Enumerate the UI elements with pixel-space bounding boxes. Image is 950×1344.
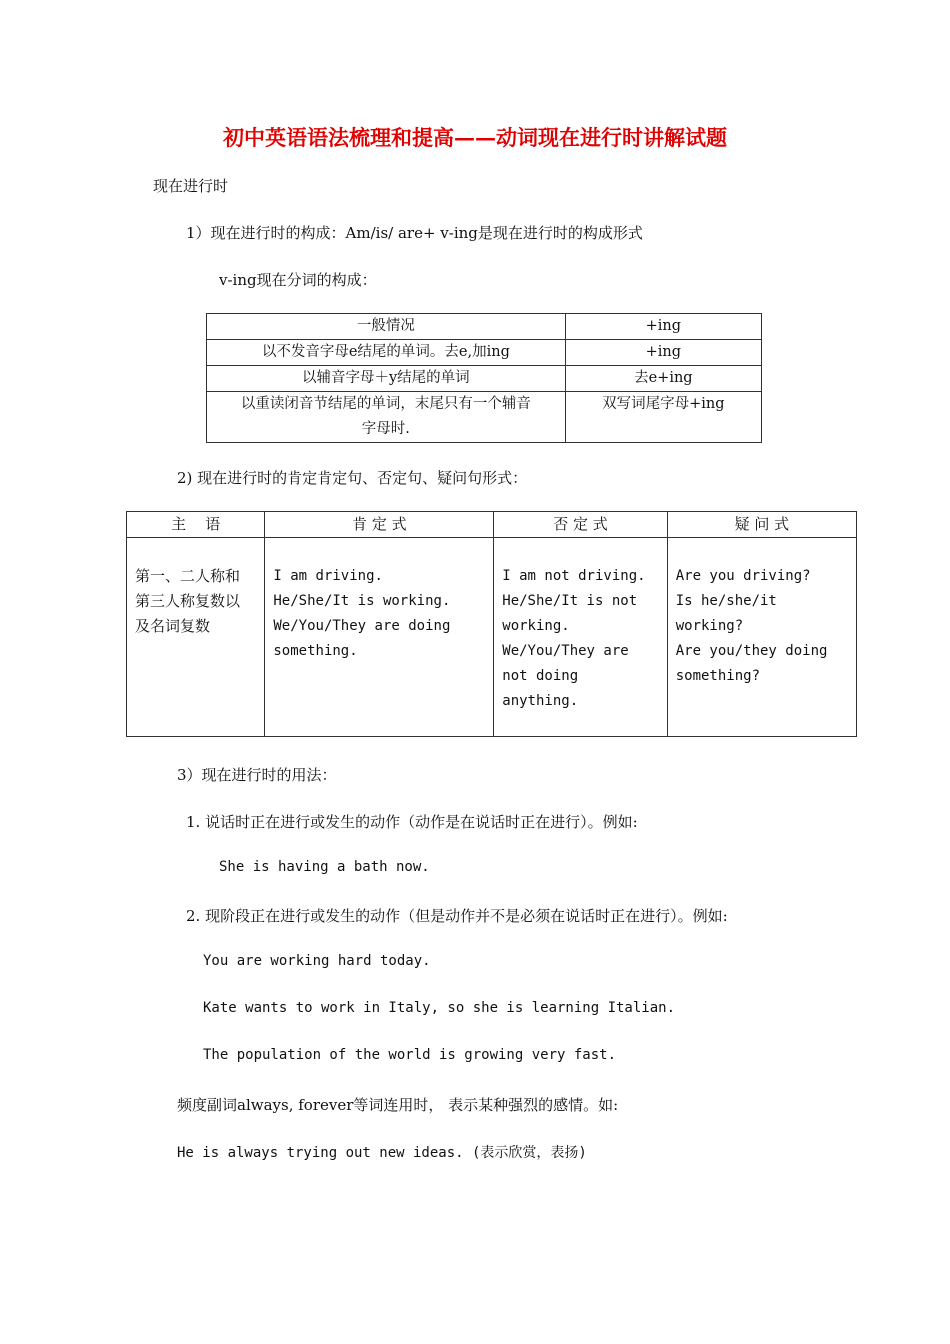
question-cell: Are you driving? Is he/she/it working? Are you/they doing something? (675, 568, 828, 684)
positive-cell: I am driving. He/She/It is working. We/You/They are doing something. (273, 568, 451, 659)
usage-2: 2. 现阶段正在进行或发生的动作（但是动作并不是必须在说话时正在进行）。例如: (186, 907, 728, 925)
sentence-forms-table (126, 511, 857, 737)
usage-1: 1. 说话时正在进行或发生的动作（动作是在说话时正在进行）。例如: (186, 813, 638, 831)
header-positive: 肯 定 式 (265, 512, 494, 538)
ving-formation-table (206, 313, 762, 443)
subject-cell: 第一、二人称和 第三人称复数以 及名词复数 (135, 567, 241, 635)
rule-cell: 以重读闭音节结尾的单词，末尾只有一个辅音 字母时. (207, 392, 566, 443)
header-negative: 否 定 式 (494, 512, 667, 538)
frequency-adverb-note: 频度副词always, forever等词连用时， 表示某种强烈的感情。如: (177, 1096, 619, 1114)
form-cell: +ing (565, 340, 761, 366)
form-cell: 双写词尾字母+ing (565, 392, 761, 443)
ving-label: v-ing现在分词的构成： (219, 271, 377, 289)
negative-cell: I am not driving. He/She/It is not working. We/You/They are not doing anything. (502, 568, 646, 709)
header-subject: 主 语 (127, 512, 265, 538)
forms-heading: 2) 现在进行时的肯定肯定句、否定句、疑问句形式： (177, 469, 528, 487)
rule-cell: 以不发音字母e结尾的单词。去e,加ing (207, 340, 566, 366)
table-row (207, 392, 762, 443)
table-row (207, 314, 762, 340)
formation-rule: 1）现在进行时的构成：Am/is/ are+ v-ing是现在进行时的构成形式 (186, 224, 643, 242)
example-2: You are working hard today. (203, 953, 431, 969)
form-cell: +ing (565, 314, 761, 340)
example-1: She is having a bath now. (219, 859, 430, 875)
rule-cell: 以辅音字母＋y结尾的单词 (207, 366, 566, 392)
rule-cell: 一般情况 (207, 314, 566, 340)
section-heading: 现在进行时 (153, 177, 229, 195)
table-header-row (127, 512, 857, 538)
usage-heading: 3）现在进行时的用法： (177, 766, 337, 784)
table-row (207, 340, 762, 366)
table-row (207, 366, 762, 392)
example-5: He is always trying out new ideas. (表示欣赏，表扬) (177, 1145, 587, 1161)
example-3: Kate wants to work in Italy, so she is learning Italian. (203, 1000, 676, 1016)
example-4: The population of the world is growing very fast. (203, 1047, 617, 1063)
form-cell: 去e+ing (565, 366, 761, 392)
document-title: 初中英语语法梳理和提高——动词现在进行时讲解试题 (223, 125, 727, 150)
header-question: 疑 问 式 (667, 512, 856, 538)
table-row (127, 538, 857, 737)
